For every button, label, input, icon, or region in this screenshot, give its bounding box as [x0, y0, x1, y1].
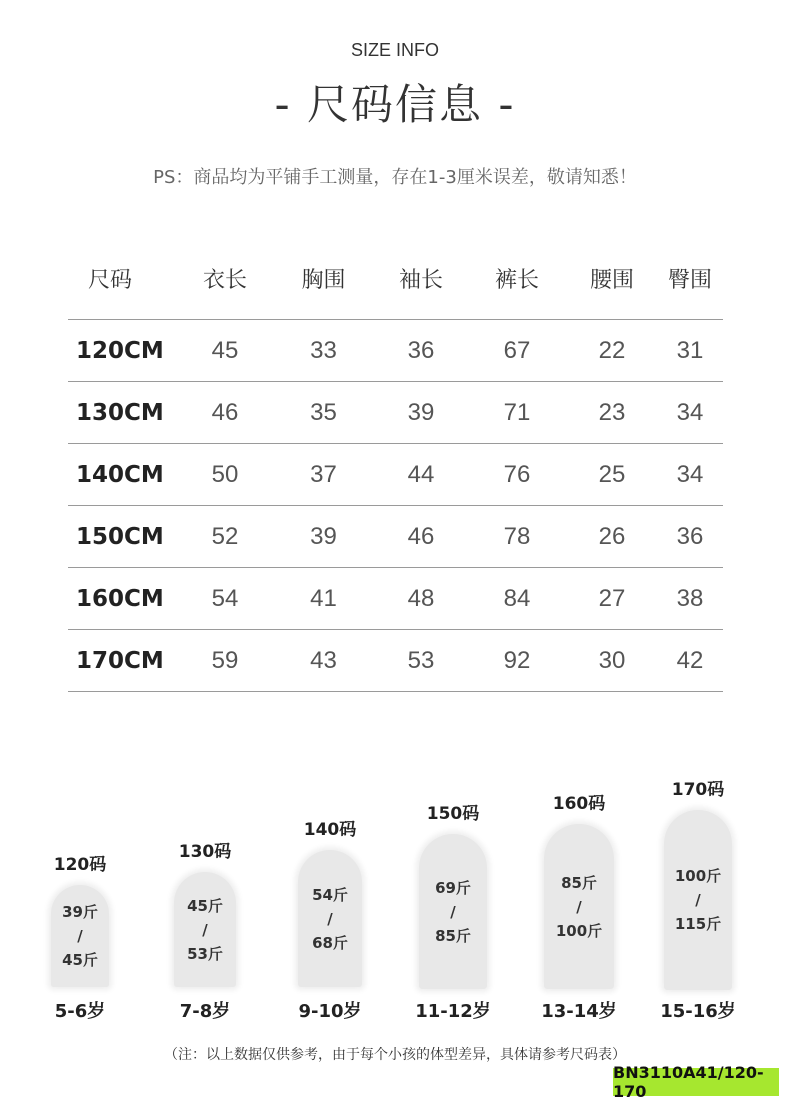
header-sleeve: 袖长 — [398, 268, 443, 293]
figure-size-label: 170码 — [671, 780, 725, 800]
measurement-note: PS：商品均为平铺手工测量，存在1-3厘米误差，敬请知悉！ — [153, 167, 637, 188]
figure-130 — [140, 837, 270, 987]
figure-150 — [388, 799, 518, 989]
table-cell: 39 — [272, 506, 375, 568]
table-row — [68, 382, 723, 444]
header-hip: 臀围 — [667, 268, 712, 293]
figure-120 — [15, 850, 145, 987]
table-cell: 45 — [178, 320, 272, 382]
header-length: 衣长 — [202, 268, 247, 293]
table-row — [68, 506, 723, 568]
weight-high: 53斤 — [187, 944, 223, 963]
child-silhouette — [51, 885, 109, 987]
weight-low: 45斤 — [187, 896, 223, 915]
age-label: 7-8岁 — [179, 1001, 231, 1022]
table-cell: 59 — [178, 630, 272, 692]
weight-separator: / — [695, 891, 701, 909]
table-cell: 34 — [657, 382, 723, 444]
table-header-row — [68, 255, 723, 320]
weight-separator: / — [327, 909, 333, 928]
figure-size-label: 130码 — [178, 842, 232, 862]
weight-high: 100斤 — [555, 921, 603, 940]
weight-low: 54斤 — [312, 885, 348, 904]
weight-low: 100斤 — [674, 867, 722, 885]
age-label: 11-12岁 — [415, 1001, 491, 1022]
table-cell: 71 — [467, 382, 567, 444]
table-cell: 130CM — [68, 382, 178, 444]
age-label: 13-14岁 — [541, 1001, 617, 1022]
table-cell: 46 — [178, 382, 272, 444]
child-silhouette — [174, 872, 236, 987]
table-cell: 41 — [272, 568, 375, 630]
table-row — [68, 320, 723, 382]
table-cell: 31 — [657, 320, 723, 382]
size-info-subtitle: SIZE INFO — [350, 40, 439, 60]
figure-size-label: 120码 — [53, 855, 107, 875]
weight-high: 115斤 — [674, 915, 722, 933]
table-cell: 26 — [567, 506, 657, 568]
figure-size-label: 140码 — [303, 820, 357, 840]
table-cell: 78 — [467, 506, 567, 568]
table-cell: 42 — [657, 630, 723, 692]
table-row — [68, 630, 723, 692]
table-cell: 48 — [375, 568, 467, 630]
table-cell: 160CM — [68, 568, 178, 630]
table-cell: 36 — [375, 320, 467, 382]
weight-high: 85斤 — [435, 926, 471, 945]
table-cell: 39 — [375, 382, 467, 444]
weight-high: 45斤 — [62, 951, 98, 969]
figure-size-label: 150码 — [426, 804, 480, 824]
table-cell: 38 — [657, 568, 723, 630]
child-silhouette — [419, 834, 487, 989]
table-cell: 52 — [178, 506, 272, 568]
table-row — [68, 444, 723, 506]
weight-separator: / — [77, 927, 83, 945]
weight-separator: / — [450, 902, 456, 921]
table-cell: 33 — [272, 320, 375, 382]
child-silhouette — [664, 810, 732, 990]
table-cell: 92 — [467, 630, 567, 692]
table-cell: 170CM — [68, 630, 178, 692]
table-cell: 22 — [567, 320, 657, 382]
table-cell: 36 — [657, 506, 723, 568]
weight-low: 85斤 — [561, 873, 597, 892]
table-cell: 140CM — [68, 444, 178, 506]
table-cell: 34 — [657, 444, 723, 506]
weight-low: 39斤 — [62, 903, 98, 921]
child-silhouette — [298, 850, 362, 987]
table-row — [68, 568, 723, 630]
table-cell: 84 — [467, 568, 567, 630]
header-waist: 腰围 — [589, 268, 634, 293]
age-label: 5-6岁 — [54, 1001, 106, 1022]
reference-note: （注：以上数据仅供参考，由于每个小孩的体型差异，具体请参考尺码表） — [164, 1047, 626, 1063]
weight-separator: / — [202, 920, 208, 939]
table-cell: 50 — [178, 444, 272, 506]
age-label: 15-16岁 — [660, 1001, 736, 1022]
weight-low: 69斤 — [435, 878, 471, 897]
page-title: - 尺码信息 - — [274, 80, 516, 129]
table-cell: 35 — [272, 382, 375, 444]
table-cell: 53 — [375, 630, 467, 692]
figure-140 — [265, 815, 395, 987]
table-cell: 150CM — [68, 506, 178, 568]
weight-separator: / — [576, 897, 582, 916]
table-cell: 67 — [467, 320, 567, 382]
table-cell: 30 — [567, 630, 657, 692]
table-cell: 54 — [178, 568, 272, 630]
table-cell: 27 — [567, 568, 657, 630]
child-silhouette — [544, 824, 614, 989]
weight-high: 68斤 — [312, 933, 348, 952]
table-cell: 44 — [375, 444, 467, 506]
table-cell: 76 — [467, 444, 567, 506]
figure-160 — [514, 789, 644, 989]
size-table — [68, 255, 723, 692]
header-chest: 胸围 — [301, 268, 346, 293]
table-cell: 120CM — [68, 320, 178, 382]
figure-size-label: 160码 — [552, 794, 606, 814]
table-cell: 37 — [272, 444, 375, 506]
table-cell: 43 — [272, 630, 375, 692]
figure-170 — [633, 775, 763, 990]
age-label: 9-10岁 — [298, 1001, 362, 1022]
header-pants-length: 裤长 — [494, 268, 539, 293]
table-cell: 46 — [375, 506, 467, 568]
table-cell: 23 — [567, 382, 657, 444]
header-size: 尺码 — [88, 268, 133, 293]
product-code-badge: BN3110A41/120-170 — [613, 1068, 779, 1096]
table-cell: 25 — [567, 444, 657, 506]
